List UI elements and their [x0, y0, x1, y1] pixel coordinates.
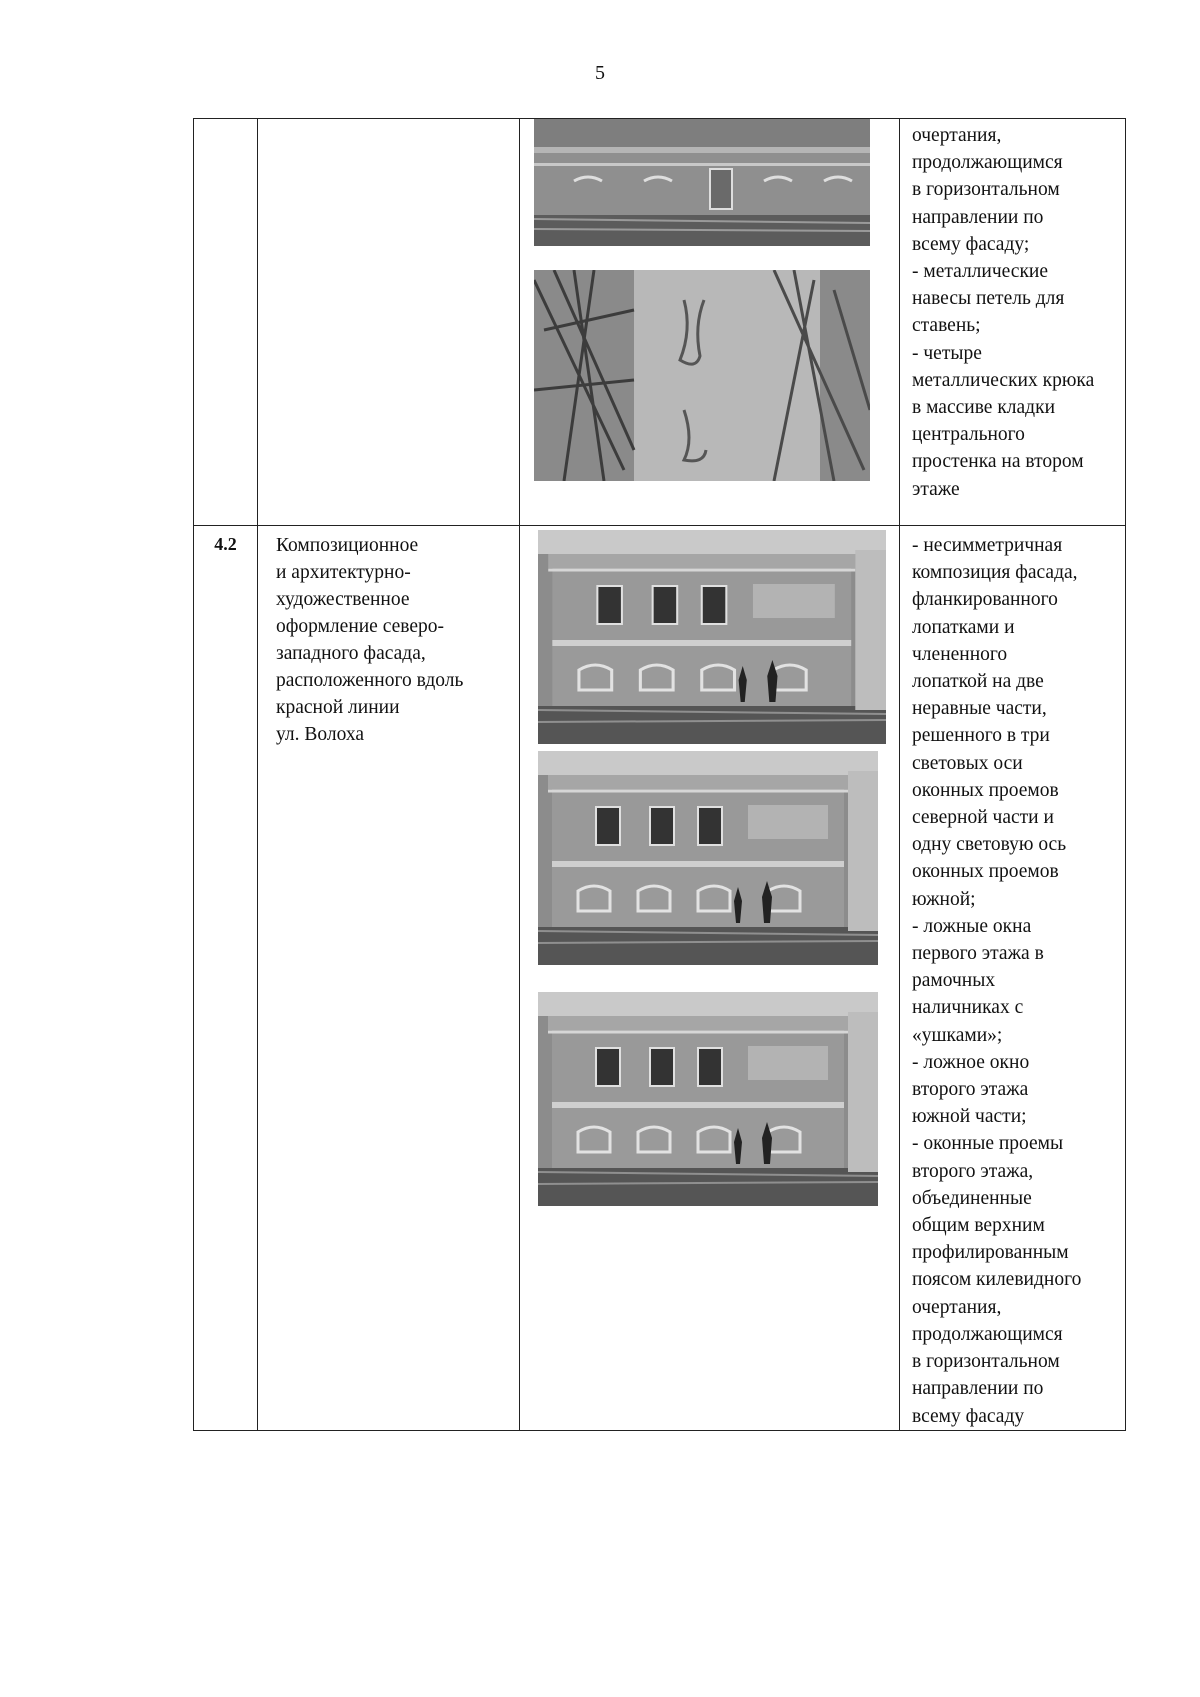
- row-number-cell: 4.2: [194, 526, 258, 1431]
- description-line: неравные части,: [912, 698, 1047, 720]
- object-name-line: художественное: [276, 589, 410, 610]
- description-line: в горизонтальном: [912, 179, 1060, 201]
- description-line: - ложные окна: [912, 915, 1032, 937]
- page-number: 5: [595, 62, 605, 84]
- description-line: - несимметричная: [912, 535, 1063, 556]
- description-line: северной части и: [912, 807, 1054, 829]
- object-name-line: Композиционное: [276, 535, 419, 556]
- description-line: первого этажа в: [912, 943, 1044, 965]
- shutter-hinge-photo: [534, 270, 870, 481]
- description-line: лопатками и: [912, 616, 1015, 638]
- object-name-line: красной линии: [276, 697, 400, 718]
- description-line: общим верхним: [912, 1215, 1045, 1237]
- description-line: оконных проемов: [912, 779, 1059, 801]
- object-name-line: ул. Волоха: [276, 724, 365, 745]
- description-line: всему фасаду: [912, 1405, 1025, 1427]
- northwest-facade-photo: [538, 992, 878, 1206]
- description-line: всему фасаду;: [912, 233, 1030, 255]
- description-line: южной;: [912, 888, 976, 910]
- description-line: объединенные: [912, 1187, 1032, 1209]
- description-line: очертания,: [912, 125, 1002, 146]
- description-line: - металлические: [912, 261, 1049, 283]
- description-line: фланкированного: [912, 589, 1058, 611]
- description-line: в горизонтальном: [912, 1351, 1060, 1373]
- description-line: одну световую ось: [912, 834, 1067, 856]
- description-line: профилированным: [912, 1242, 1069, 1264]
- object-name-cell: [258, 119, 520, 526]
- description-cell: [900, 119, 1126, 526]
- description-line: продолжающимся: [912, 1323, 1063, 1345]
- northwest-facade-photo: [538, 751, 878, 965]
- description-line: - ложное окно: [912, 1051, 1030, 1073]
- description-line: - оконные проемы: [912, 1133, 1064, 1155]
- description-line: второго этажа,: [912, 1160, 1034, 1182]
- description-line: очертания,: [912, 1296, 1002, 1318]
- description-line: члененного: [912, 643, 1008, 665]
- description-line: в массиве кладки: [912, 397, 1056, 419]
- description-line: композиция фасада,: [912, 562, 1078, 584]
- document-table-wrapper: [193, 118, 1125, 1431]
- object-name-cell: [258, 526, 520, 1431]
- facade-fragment-photo: [534, 119, 870, 246]
- description-line: направлении по: [912, 206, 1044, 228]
- description-line: - четыре: [912, 342, 982, 364]
- description-line: оконных проемов: [912, 861, 1059, 883]
- description-line: поясом килевидного: [912, 1269, 1082, 1291]
- object-name-line: западного фасада,: [276, 643, 426, 664]
- description-line: решенного в три: [912, 725, 1050, 747]
- object-name-line: и архитектурно-: [276, 562, 411, 583]
- description-line: навесы петель для: [912, 288, 1065, 310]
- description-line: второго этажа: [912, 1079, 1029, 1101]
- description-line: простенка на втором: [912, 451, 1084, 473]
- description-line: этаже: [912, 478, 960, 500]
- description-line: продолжающимся: [912, 152, 1063, 174]
- object-name-line: расположенного вдоль: [276, 670, 464, 691]
- row-number-cell: [194, 119, 258, 526]
- photo-cell: [520, 526, 900, 1431]
- description-line: лопаткой на две: [912, 671, 1044, 693]
- photo-cell: [520, 119, 900, 526]
- description-line: центрального: [912, 424, 1025, 446]
- table-row: [194, 119, 1126, 526]
- description-line: рамочных: [912, 970, 996, 992]
- description-line: ставень;: [912, 315, 981, 337]
- description-line: металлических крюка: [912, 369, 1095, 391]
- description-line: наличниках с: [912, 997, 1024, 1019]
- description-line: световых оси: [912, 752, 1023, 774]
- description-line: «ушками»;: [912, 1024, 1003, 1046]
- object-name-line: оформление северо-: [276, 616, 445, 637]
- northwest-facade-photo: [538, 530, 886, 744]
- description-cell: [900, 526, 1126, 1431]
- description-line: направлении по: [912, 1378, 1044, 1400]
- table-row: [194, 526, 1126, 1431]
- document-table: [193, 118, 1126, 1431]
- description-line: южной части;: [912, 1106, 1027, 1128]
